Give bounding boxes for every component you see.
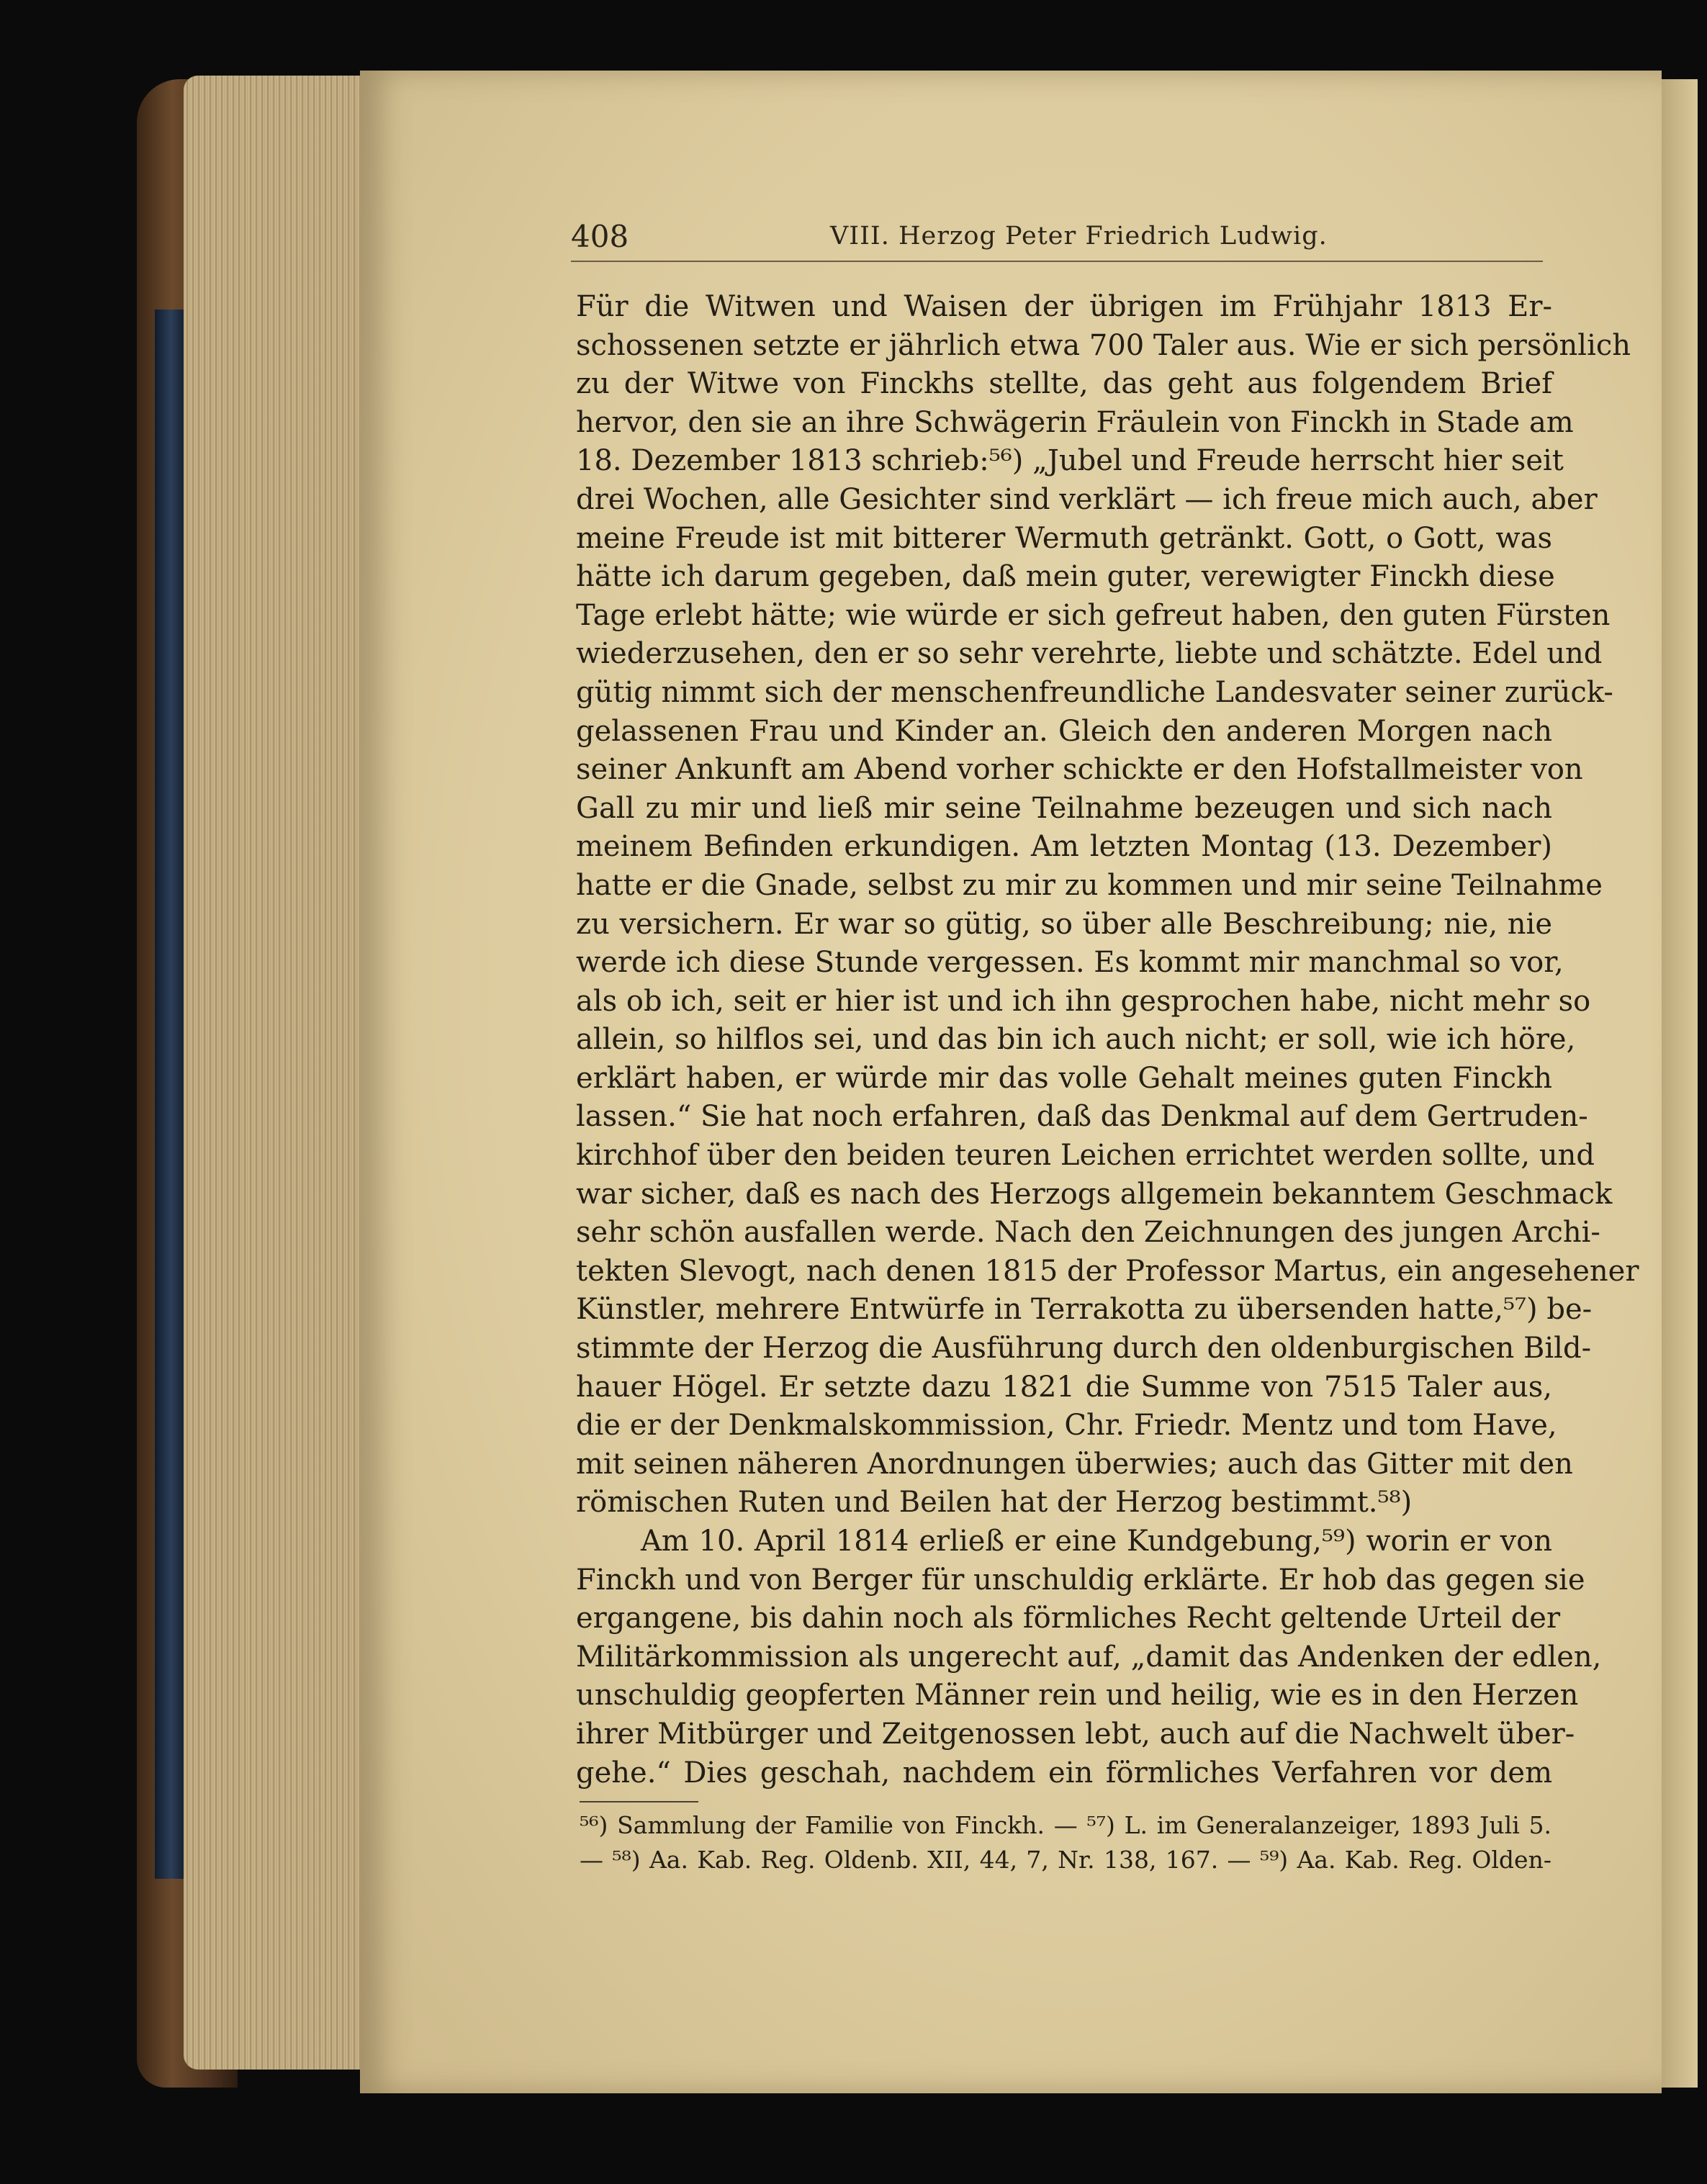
- text-line: Militärkommission als ungerecht auf, „damit das Andenken der edlen,: [576, 1640, 1602, 1674]
- text-line: allein, so hilflos sei, und das bin ich auch nicht; er soll, wie ich höre,: [576, 1023, 1576, 1057]
- text-line: zu der Witwe von Finckhs stellte, das geht aus folgendem Brief: [576, 367, 1552, 401]
- text-line: seiner Ankunft am Abend vorher schickte er den Hofstallmeister von: [576, 753, 1583, 787]
- text-line: 18. Dezember 1813 schrieb:⁵⁶) „Jubel und Freude herrscht hier seit: [576, 444, 1564, 478]
- paragraph-2: [576, 1522, 1602, 1792]
- text-line: meine Freude ist mit bitterer Wermuth getränkt. Gott, o Gott, was: [576, 521, 1552, 555]
- text-line: Finckh und von Berger für unschuldig erklärte. Er hob das gegen sie: [576, 1563, 1585, 1597]
- page-number: 408: [571, 219, 629, 254]
- paragraph-1: [576, 288, 1639, 1522]
- text-line: Am 10. April 1814 erließ er eine Kundgebung,⁵⁹) worin er von: [641, 1525, 1552, 1558]
- text-line: sehr schön ausfallen werde. Nach den Zeichnungen des jungen Archi-: [576, 1216, 1600, 1250]
- text-line: gütig nimmt sich der menschenfreundliche Landesvater seiner zurück-: [576, 675, 1613, 709]
- text-line: mit seinen näheren Anordnungen überwies; auch das Gitter mit den: [576, 1447, 1573, 1481]
- text-line: drei Wochen, alle Gesichter sind verklärt — ich freue mich auch, aber: [576, 482, 1598, 516]
- text-line: tekten Slevogt, nach denen 1815 der Professor Martus, ein angesehener: [576, 1254, 1639, 1288]
- text-line: zu versichern. Er war so gütig, so über alle Beschreibung; nie, nie: [576, 907, 1552, 941]
- text-line: Künstler, mehrere Entwürfe in Terrakotta zu übersenden hatte,⁵⁷) be-: [576, 1293, 1593, 1327]
- text-line: Für die Witwen und Waisen der übrigen im Frühjahr 1813 Er-: [576, 290, 1552, 323]
- running-head: VIII. Herzog Peter Friedrich Ludwig.: [830, 222, 1328, 251]
- page-header: [571, 216, 1544, 261]
- text-line: Tage erlebt hätte; wie würde er sich gefreut haben, den guten Fürsten: [576, 598, 1611, 632]
- page-stack-edges: [184, 76, 364, 2070]
- text-line: als ob ich, seit er hier ist und ich ihn gesprochen habe, nicht mehr so: [576, 984, 1591, 1018]
- header-rule: [571, 261, 1543, 262]
- text-line: gehe.“ Dies geschah, nachdem ein förmliches Verfahren vor dem: [576, 1756, 1552, 1790]
- text-line: hauer Högel. Er setzte dazu 1821 die Summe von 7515 Taler aus,: [576, 1370, 1552, 1404]
- text-line: gelassenen Frau und Kinder an. Gleich den anderen Morgen nach: [576, 714, 1552, 748]
- footnote-line: — ⁵⁸) Aa. Kab. Reg. Oldenb. XII, 44, 7, Nr. 138, 167. — ⁵⁹) Aa. Kab. Reg. Olden-: [580, 1846, 1551, 1874]
- text-line: werde ich diese Stunde vergessen. Es kommt mir manchmal so vor,: [576, 946, 1564, 980]
- text-line: ihrer Mitbürger und Zeitgenossen lebt, auch auf die Nachwelt über-: [576, 1717, 1575, 1751]
- text-line: kirchhof über den beiden teuren Leichen errichtet werden sollte, und: [576, 1139, 1595, 1173]
- text-line: schossenen setzte er jährlich etwa 700 Taler aus. Wie er sich persönlich: [576, 328, 1631, 362]
- text-line: hatte er die Gnade, selbst zu mir zu kommen und mir seine Teilnahme: [576, 868, 1603, 902]
- text-line: wiederzusehen, den er so sehr verehrte, liebte und schätzte. Edel und: [576, 637, 1603, 671]
- text-line: unschuldig geopferten Männer rein und heilig, wie es in den Herzen: [576, 1679, 1579, 1713]
- text-line: die er der Denkmalskommission, Chr. Friedr. Mentz und tom Have,: [576, 1409, 1557, 1443]
- footnote-rule: [580, 1801, 698, 1802]
- text-line: römischen Ruten und Beilen hat der Herzog bestimmt.⁵⁸): [576, 1486, 1413, 1520]
- text-line: hervor, den sie an ihre Schwägerin Fräulein von Finckh in Stade am: [576, 405, 1574, 439]
- facing-page-edge: [1662, 79, 1698, 2088]
- text-line: lassen.“ Sie hat noch erfahren, daß das Denkmal auf dem Gertruden-: [576, 1100, 1588, 1134]
- text-line: Gall zu mir und ließ mir seine Teilnahme bezeugen und sich nach: [576, 791, 1552, 825]
- text-line: hätte ich darum gegeben, daß mein guter, verewigter Finckh diese: [576, 560, 1555, 594]
- text-line: ergangene, bis dahin noch als förmliches Recht geltende Urteil der: [576, 1602, 1561, 1635]
- text-line: erklärt haben, er würde mir das volle Gehalt meines guten Finckh: [576, 1061, 1552, 1095]
- footnote-line: ⁵⁶) Sammlung der Familie von Finckh. — ⁵⁷) L. im Generalanzeiger, 1893 Juli 5.: [580, 1811, 1551, 1839]
- text-line: stimmte der Herzog die Ausführung durch den oldenburgischen Bild-: [576, 1332, 1592, 1366]
- text-line: meinem Befinden erkundigen. Am letzten Montag (13. Dezember): [576, 830, 1552, 864]
- book-spine-cloth: [155, 310, 187, 1879]
- footnotes: [580, 1808, 1551, 1877]
- text-line: war sicher, daß es nach des Herzogs allgemein bekanntem Geschmack: [576, 1177, 1613, 1211]
